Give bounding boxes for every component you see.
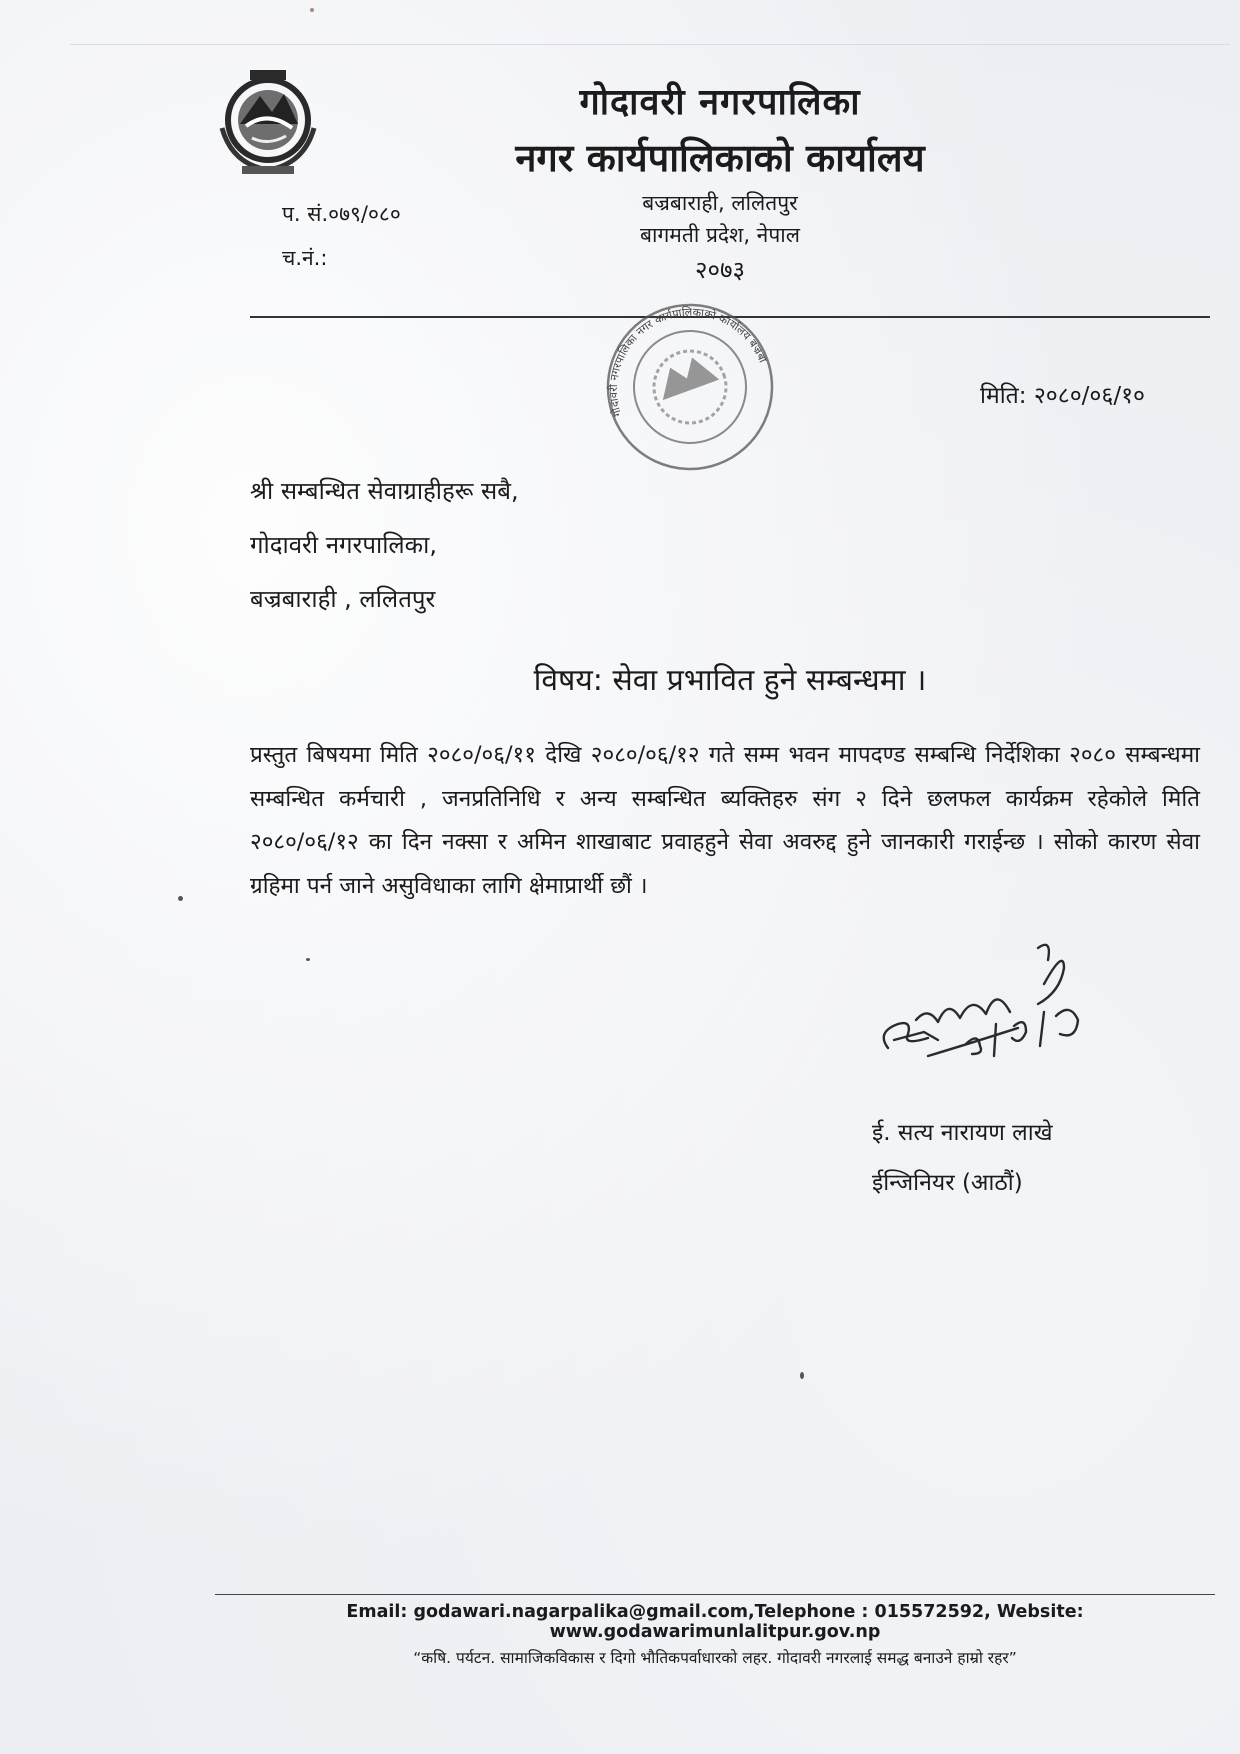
footer — [215, 1602, 1215, 1668]
paper-speck — [310, 8, 314, 12]
emblem-icon — [212, 66, 324, 184]
signer-name: ई. सत्य नारायण लाखे — [872, 1120, 1053, 1146]
signer-title: ईन्जिनियर (आठौं) — [872, 1170, 1023, 1196]
footer-contact: Email: godawari.nagarpalika@gmail.com,Telephone : 015572592, Website: www.godawarimunlalitpur.gov.np — [346, 1602, 1084, 1642]
letterhead — [480, 76, 960, 286]
subject-line: विषय: सेवा प्रभावित हुने सम्बन्धमा । — [533, 663, 927, 698]
recipient-line-1: श्री सम्बन्धित सेवाग्राहीहरू सबै, — [250, 477, 519, 505]
stamp-text: गोदावरी नगरपालिका नगर कार्यपालिकाको कार्यालय बज्रबाराही, — [606, 305, 770, 419]
signature-icon — [868, 928, 1130, 1078]
paper-speck — [178, 896, 183, 901]
office-stamp — [598, 298, 782, 476]
footer-divider — [215, 1594, 1215, 1595]
recipient-line-3: बज्रबाराही , ललितपुर — [250, 585, 436, 613]
paper-speck — [306, 958, 310, 961]
letter-number: प. सं.०७९/०८० — [282, 202, 401, 226]
top-edge-line — [70, 44, 1230, 45]
recipient-line-2: गोदावरी नगरपालिका, — [250, 531, 437, 559]
letter-date: मिति: २०८०/०६/१० — [980, 383, 1146, 409]
letter-body: प्रस्तुत बिषयमा मिति २०८०/०६/११ देखि २०८०/०६/१२ गते सम्म भवन मापदण्ड सम्बन्धि निर्देशिका २०८० सम्बन्धमा सम्बन्धित कर्मचारी , जनप्रतिनिधि र अन्य सम्बन्धित ब्यक्तिहरु संग २ दिने छलफल कार्यक्रम रहेकोले मिति २०८०/०६/१२ का दिन नक्सा र अमिन शाखाबाट प्रवाहहुने सेवा अवरुद्द हुने जानकारी गराईन्छ । सोको कारण सेवा ग्रहिमा पर्न जाने असुविधाका लागि क्षेमाप्रार्थी छौं । — [250, 742, 1200, 899]
office-name: नगर कार्यपालिकाको कार्यालय — [515, 136, 925, 180]
svg-text:गोदावरी नगरपालिका नगर कार्यपाल — [598, 298, 770, 423]
reference-block — [282, 192, 401, 280]
dispatch-number: च.नं.: — [282, 246, 328, 270]
footer-motto: “कषि. पर्यटन. सामाजिकविकास र दिगो भौतिकपर्वाधारको लहर. गोदावरी नगरलाई समद्ध बनाउने हाम्रो रहर” — [413, 1649, 1017, 1667]
paper-speck — [800, 1372, 804, 1379]
municipality-name: गोदावरी नगरपालिका — [579, 82, 861, 123]
office-place: बज्रबाराही, ललितपुर — [642, 191, 798, 215]
established-year: २०७३ — [695, 256, 745, 284]
office-province: बागमती प्रदेश, नेपाल — [640, 223, 800, 247]
signer-block — [872, 1108, 1053, 1208]
recipient-block — [250, 464, 519, 626]
